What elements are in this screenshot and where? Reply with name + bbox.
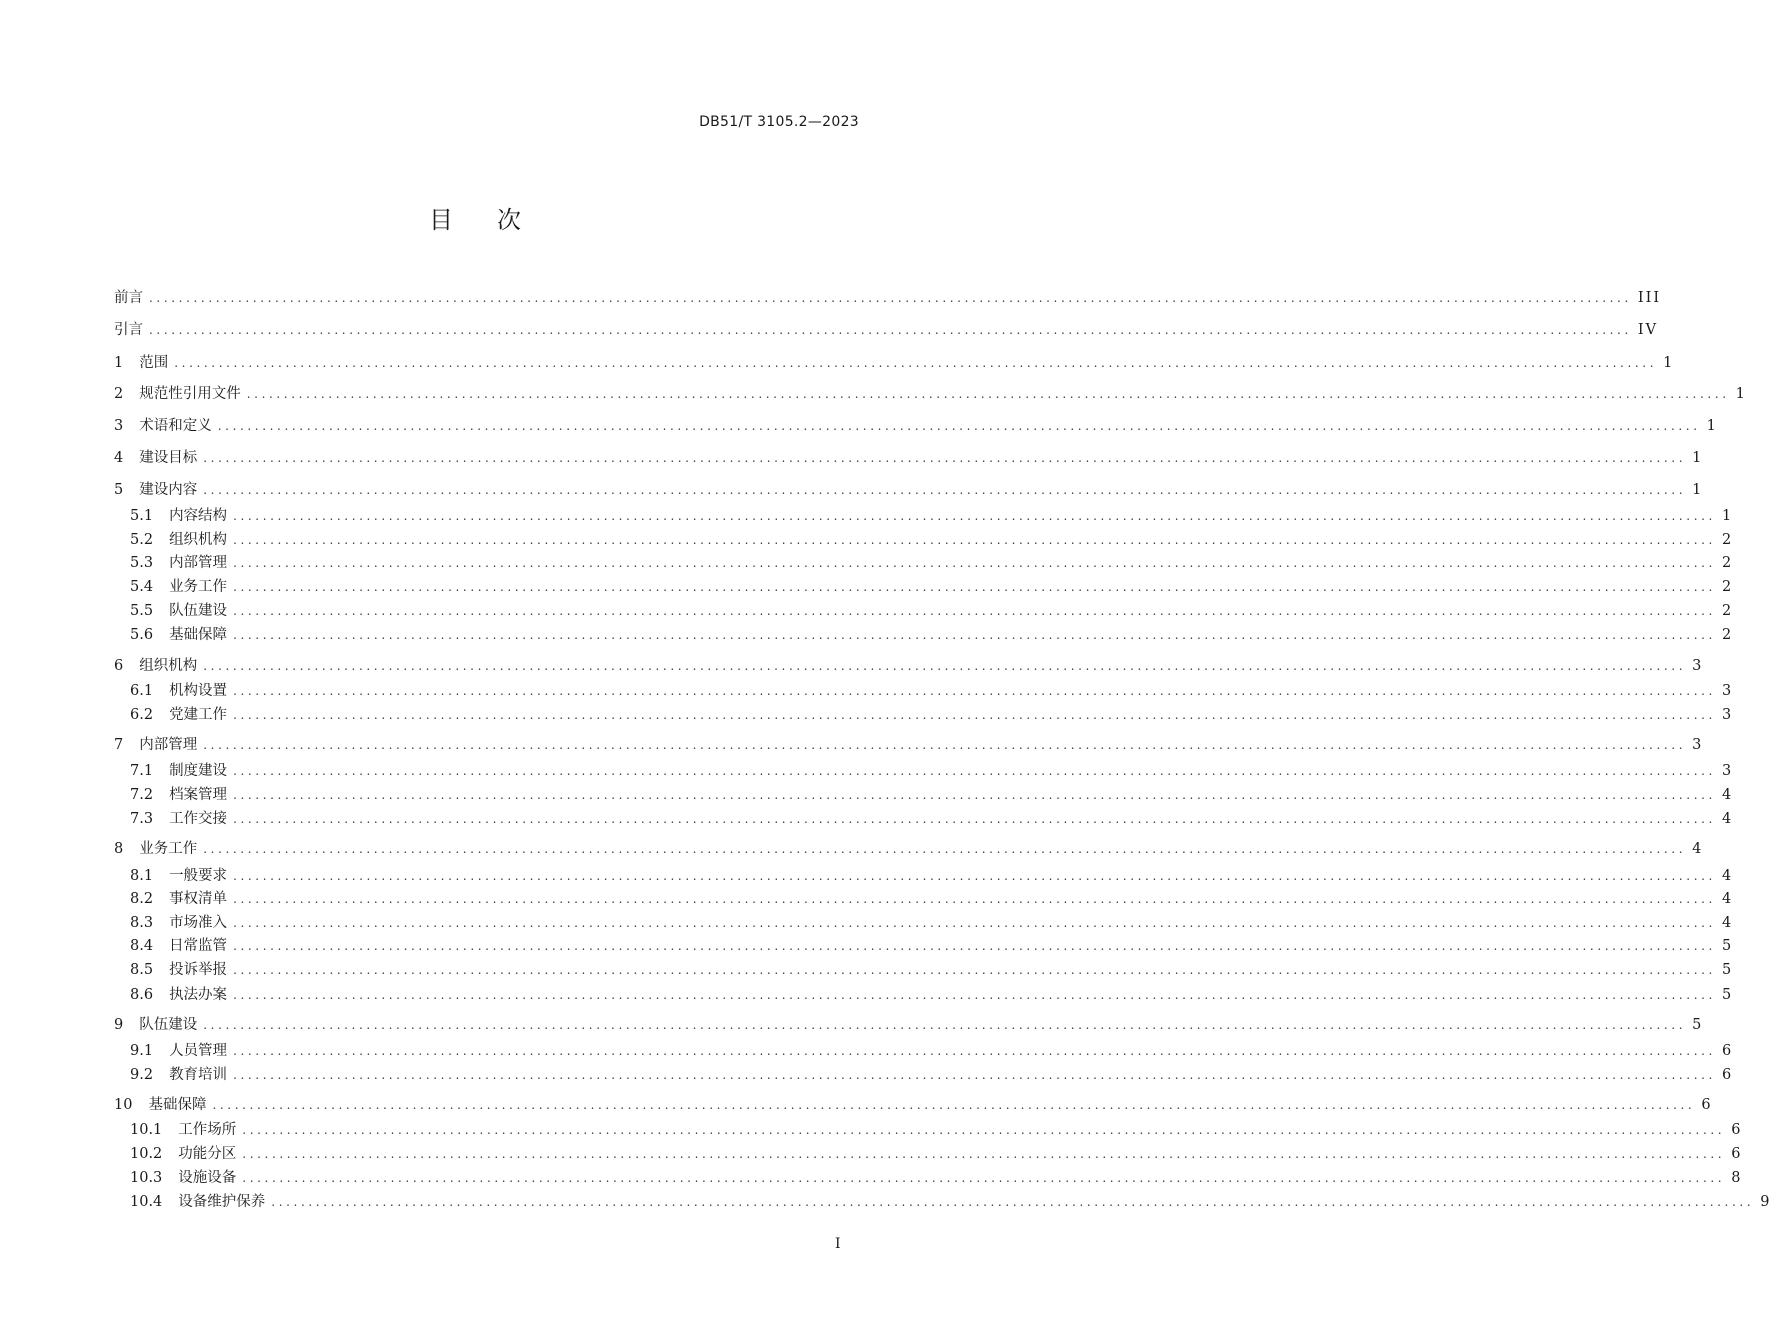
- toc-entry-number: 10.2: [130, 1146, 163, 1162]
- toc-dot-leader: ........................................................................................................................................................................................................: [212, 1098, 1696, 1112]
- toc-entry-title: 日常监管: [169, 938, 228, 954]
- toc-entry-number: 5.5: [130, 603, 154, 619]
- toc-dot-leader: ........................................................................................................................................................................................................: [174, 356, 1658, 370]
- toc-entry-page: 1: [1721, 508, 1734, 524]
- toc-entry-number: 9: [114, 1017, 124, 1033]
- toc-dot-leader: ........................................................................................................................................................................................................: [233, 988, 1716, 1002]
- toc-entry-number: 5.3: [130, 555, 154, 571]
- toc-entry[interactable]: [114, 448, 1704, 468]
- toc-dot-leader: ........................................................................................................................................................................................................: [203, 1018, 1687, 1032]
- toc-dot-leader: ........................................................................................................................................................................................................: [233, 580, 1716, 594]
- toc-dot-leader: ........................................................................................................................................................................................................: [233, 708, 1716, 722]
- toc-entry[interactable]: [114, 839, 1704, 859]
- toc-entry-page: 4: [1721, 915, 1734, 931]
- toc-entry-title: 工作场所: [178, 1122, 237, 1138]
- toc-entry[interactable]: [114, 735, 1704, 755]
- toc-entry-page: 4: [1721, 868, 1734, 884]
- toc-entry-title: 设备维护保养: [178, 1194, 266, 1210]
- toc-dot-leader: ........................................................................................................................................................................................................: [233, 1068, 1716, 1082]
- toc-entry-page: 5: [1721, 987, 1734, 1003]
- toc-entry-number: 8.1: [130, 868, 154, 884]
- toc-entry-page: 4: [1721, 811, 1734, 827]
- toc-dot-leader: ........................................................................................................................................................................................................: [233, 628, 1716, 642]
- toc-dot-leader: ........................................................................................................................................................................................................: [149, 291, 1632, 305]
- toc-entry-title: 术语和定义: [139, 418, 212, 434]
- document-code: DB51/T 3105.2—2023: [699, 114, 859, 130]
- toc-dot-leader: ........................................................................................................................................................................................................: [242, 1147, 1726, 1161]
- toc-entry-title: 制度建设: [169, 763, 228, 779]
- toc-entry-number: 10.4: [130, 1194, 163, 1210]
- toc-entry[interactable]: [130, 1192, 1771, 1212]
- toc-dot-leader: ........................................................................................................................................................................................................: [233, 533, 1716, 547]
- toc-entry[interactable]: [114, 656, 1704, 676]
- toc-entry-title: 机构设置: [169, 683, 228, 699]
- toc-entry-number: 5: [114, 482, 124, 498]
- toc-entry-number: 8.6: [130, 987, 154, 1003]
- page-title: 目次: [429, 206, 565, 234]
- toc-entry-page: 1: [1706, 418, 1718, 434]
- toc-entry[interactable]: [130, 530, 1734, 550]
- toc-entry-title: 党建工作: [169, 707, 228, 723]
- toc-entry-number: 8.5: [130, 962, 154, 978]
- toc-entry[interactable]: [114, 416, 1718, 436]
- toc-entry-number: 8.2: [130, 891, 154, 907]
- toc-entry[interactable]: [114, 288, 1662, 308]
- toc-entry-page: 3: [1721, 763, 1734, 779]
- toc-entry-title: 内部管理: [169, 555, 228, 571]
- toc-entry-page: 1: [1692, 450, 1704, 466]
- toc-entry-page: 3: [1721, 707, 1734, 723]
- toc-entry-title: 业务工作: [139, 841, 198, 857]
- toc-entry-title: 教育培训: [169, 1067, 228, 1083]
- toc-entry-number: 10.1: [130, 1122, 163, 1138]
- toc-entry-number: 5.1: [130, 508, 154, 524]
- toc-entry-page: 5: [1721, 962, 1734, 978]
- toc-entry-page: 2: [1721, 579, 1734, 595]
- toc-entry-number: 9.2: [130, 1067, 154, 1083]
- toc-dot-leader: ........................................................................................................................................................................................................: [233, 684, 1716, 698]
- toc-entry[interactable]: [130, 761, 1734, 781]
- toc-entry-title: 队伍建设: [169, 603, 228, 619]
- toc-entry-page: 5: [1692, 1017, 1704, 1033]
- toc-entry-title: 设施设备: [178, 1170, 237, 1186]
- toc-entry-title: 档案管理: [169, 787, 228, 803]
- toc-dot-leader: ........................................................................................................................................................................................................: [233, 788, 1716, 802]
- toc-entry[interactable]: [130, 889, 1734, 909]
- toc-entry-number: 8: [114, 841, 124, 857]
- toc-dot-leader: ........................................................................................................................................................................................................: [233, 939, 1716, 953]
- toc-dot-leader: ........................................................................................................................................................................................................: [233, 764, 1716, 778]
- toc-entry[interactable]: [114, 1095, 1713, 1115]
- toc-entry-title: 执法办案: [169, 987, 228, 1003]
- toc-entry-title: 基础保障: [169, 627, 228, 643]
- toc-entry-number: 7: [114, 737, 124, 753]
- toc-dot-leader: ........................................................................................................................................................................................................: [149, 323, 1632, 337]
- toc-entry-number: 6.2: [130, 707, 154, 723]
- toc-dot-leader: ........................................................................................................................................................................................................: [233, 604, 1716, 618]
- toc-entry[interactable]: [114, 1015, 1704, 1035]
- toc-entry-title: 功能分区: [178, 1146, 237, 1162]
- toc-dot-leader: ........................................................................................................................................................................................................: [203, 842, 1687, 856]
- toc-dot-leader: ........................................................................................................................................................................................................: [233, 812, 1716, 826]
- toc-entry-title: 建设内容: [139, 482, 198, 498]
- toc-entry-page: 8: [1731, 1170, 1743, 1186]
- toc-entry-title: 事权清单: [169, 891, 228, 907]
- toc-entry-page: 4: [1692, 841, 1704, 857]
- toc-entry-title: 队伍建设: [139, 1017, 198, 1033]
- toc-entry-number: 8.3: [130, 915, 154, 931]
- toc-entry[interactable]: [130, 1144, 1743, 1164]
- toc-entry[interactable]: [130, 705, 1734, 725]
- toc-entry[interactable]: [130, 601, 1734, 621]
- toc-entry[interactable]: [130, 1120, 1743, 1140]
- toc-entry-title: 工作交接: [169, 811, 228, 827]
- toc-dot-leader: ........................................................................................................................................................................................................: [233, 963, 1716, 977]
- toc-entry[interactable]: [114, 353, 1675, 373]
- toc-entry-number: 8.4: [130, 938, 154, 954]
- toc-entry[interactable]: [114, 480, 1704, 500]
- toc-entry-title: 前言: [114, 290, 143, 306]
- toc-entry-page: 2: [1721, 532, 1734, 548]
- toc-dot-leader: ........................................................................................................................................................................................................: [242, 1123, 1726, 1137]
- toc-dot-leader: ........................................................................................................................................................................................................: [203, 451, 1687, 465]
- toc-entry-page: 4: [1721, 891, 1734, 907]
- toc-entry-page: 6: [1701, 1097, 1713, 1113]
- toc-entry-page: 5: [1721, 938, 1734, 954]
- toc-entry-number: 7.2: [130, 787, 154, 803]
- toc-entry[interactable]: [130, 681, 1734, 701]
- toc-entry-page: 3: [1692, 737, 1704, 753]
- toc-entry-page: 6: [1721, 1043, 1734, 1059]
- toc-entry[interactable]: [114, 384, 1747, 404]
- toc-entry-page: 9: [1760, 1194, 1771, 1210]
- toc-entry-title: 基础保障: [148, 1097, 207, 1113]
- toc-entry-number: 5.2: [130, 532, 154, 548]
- toc-entry[interactable]: [130, 553, 1734, 573]
- toc-entry-page: 1: [1735, 386, 1747, 402]
- toc-entry-title: 建设目标: [139, 450, 198, 466]
- toc-entry-page: 6: [1731, 1146, 1743, 1162]
- toc-entry-number: 10: [114, 1097, 133, 1113]
- toc-entry[interactable]: [130, 625, 1734, 645]
- toc-dot-leader: ........................................................................................................................................................................................................: [203, 659, 1687, 673]
- toc-dot-leader: ........................................................................................................................................................................................................: [233, 916, 1716, 930]
- toc-entry-number: 3: [114, 418, 124, 434]
- toc-dot-leader: ........................................................................................................................................................................................................: [203, 483, 1687, 497]
- toc-entry-page: 3: [1721, 683, 1734, 699]
- toc-entry-title: 投诉举报: [169, 962, 228, 978]
- toc-entry-title: 引言: [114, 322, 143, 338]
- toc-entry[interactable]: [130, 960, 1734, 980]
- toc-entry-page: 3: [1692, 658, 1704, 674]
- toc-dot-leader: ........................................................................................................................................................................................................: [217, 419, 1701, 433]
- toc-dot-leader: ........................................................................................................................................................................................................: [246, 387, 1730, 401]
- toc-dot-leader: ........................................................................................................................................................................................................: [233, 869, 1716, 883]
- toc-entry[interactable]: [130, 985, 1734, 1005]
- toc-entry-number: 1: [114, 355, 124, 371]
- toc-entry-page: IV: [1637, 322, 1659, 338]
- toc-entry[interactable]: [130, 866, 1734, 886]
- toc-entry-title: 内部管理: [139, 737, 198, 753]
- toc-entry-number: 5.4: [130, 579, 154, 595]
- toc-entry-page: 1: [1663, 355, 1675, 371]
- toc-dot-leader: ........................................................................................................................................................................................................: [233, 509, 1716, 523]
- toc-entry-title: 人员管理: [169, 1043, 228, 1059]
- toc-entry-page: 6: [1731, 1122, 1743, 1138]
- toc-entry[interactable]: [130, 1065, 1734, 1085]
- toc-entry-number: 2: [114, 386, 124, 402]
- toc-entry-number: 5.6: [130, 627, 154, 643]
- toc-entry-number: 7.3: [130, 811, 154, 827]
- toc-entry-page: 1: [1692, 482, 1704, 498]
- toc-entry[interactable]: [130, 1168, 1743, 1188]
- toc-entry[interactable]: [130, 809, 1734, 829]
- toc-dot-leader: ........................................................................................................................................................................................................: [233, 892, 1716, 906]
- toc-entry-page: 2: [1721, 627, 1734, 643]
- toc-entry[interactable]: [130, 1041, 1734, 1061]
- toc-entry[interactable]: [130, 936, 1734, 956]
- toc-entry[interactable]: [130, 913, 1734, 933]
- toc-dot-leader: ........................................................................................................................................................................................................: [233, 1044, 1716, 1058]
- toc-entry-number: 6.1: [130, 683, 154, 699]
- toc-entry-page: 2: [1721, 603, 1734, 619]
- toc-dot-leader: ........................................................................................................................................................................................................: [271, 1195, 1755, 1209]
- toc-entry-number: 4: [114, 450, 124, 466]
- toc-entry-title: 规范性引用文件: [139, 386, 241, 402]
- toc-entry-number: 10.3: [130, 1170, 163, 1186]
- toc-entry[interactable]: [130, 506, 1734, 526]
- toc-entry-title: 范围: [139, 355, 169, 371]
- toc-entry-page: 2: [1721, 555, 1734, 571]
- toc-dot-leader: ........................................................................................................................................................................................................: [203, 738, 1687, 752]
- toc-entry-page: III: [1637, 290, 1662, 306]
- toc-entry[interactable]: [130, 577, 1734, 597]
- toc-entry-title: 市场准入: [169, 915, 228, 931]
- toc-dot-leader: ........................................................................................................................................................................................................: [233, 556, 1716, 570]
- toc-entry-title: 一般要求: [169, 868, 228, 884]
- toc-entry-title: 组织机构: [139, 658, 198, 674]
- toc-entry[interactable]: [114, 320, 1659, 340]
- toc-entry[interactable]: [130, 785, 1734, 805]
- toc-entry-number: 9.1: [130, 1043, 154, 1059]
- toc-entry-title: 业务工作: [169, 579, 228, 595]
- toc-entry-title: 内容结构: [169, 508, 228, 524]
- toc-entry-title: 组织机构: [169, 532, 228, 548]
- toc-entry-number: 7.1: [130, 763, 154, 779]
- toc-entry-page: 6: [1721, 1067, 1734, 1083]
- toc-entry-number: 6: [114, 658, 124, 674]
- toc-dot-leader: ........................................................................................................................................................................................................: [242, 1171, 1726, 1185]
- toc-entry-page: 4: [1721, 787, 1734, 803]
- page-number: I: [835, 1236, 841, 1252]
